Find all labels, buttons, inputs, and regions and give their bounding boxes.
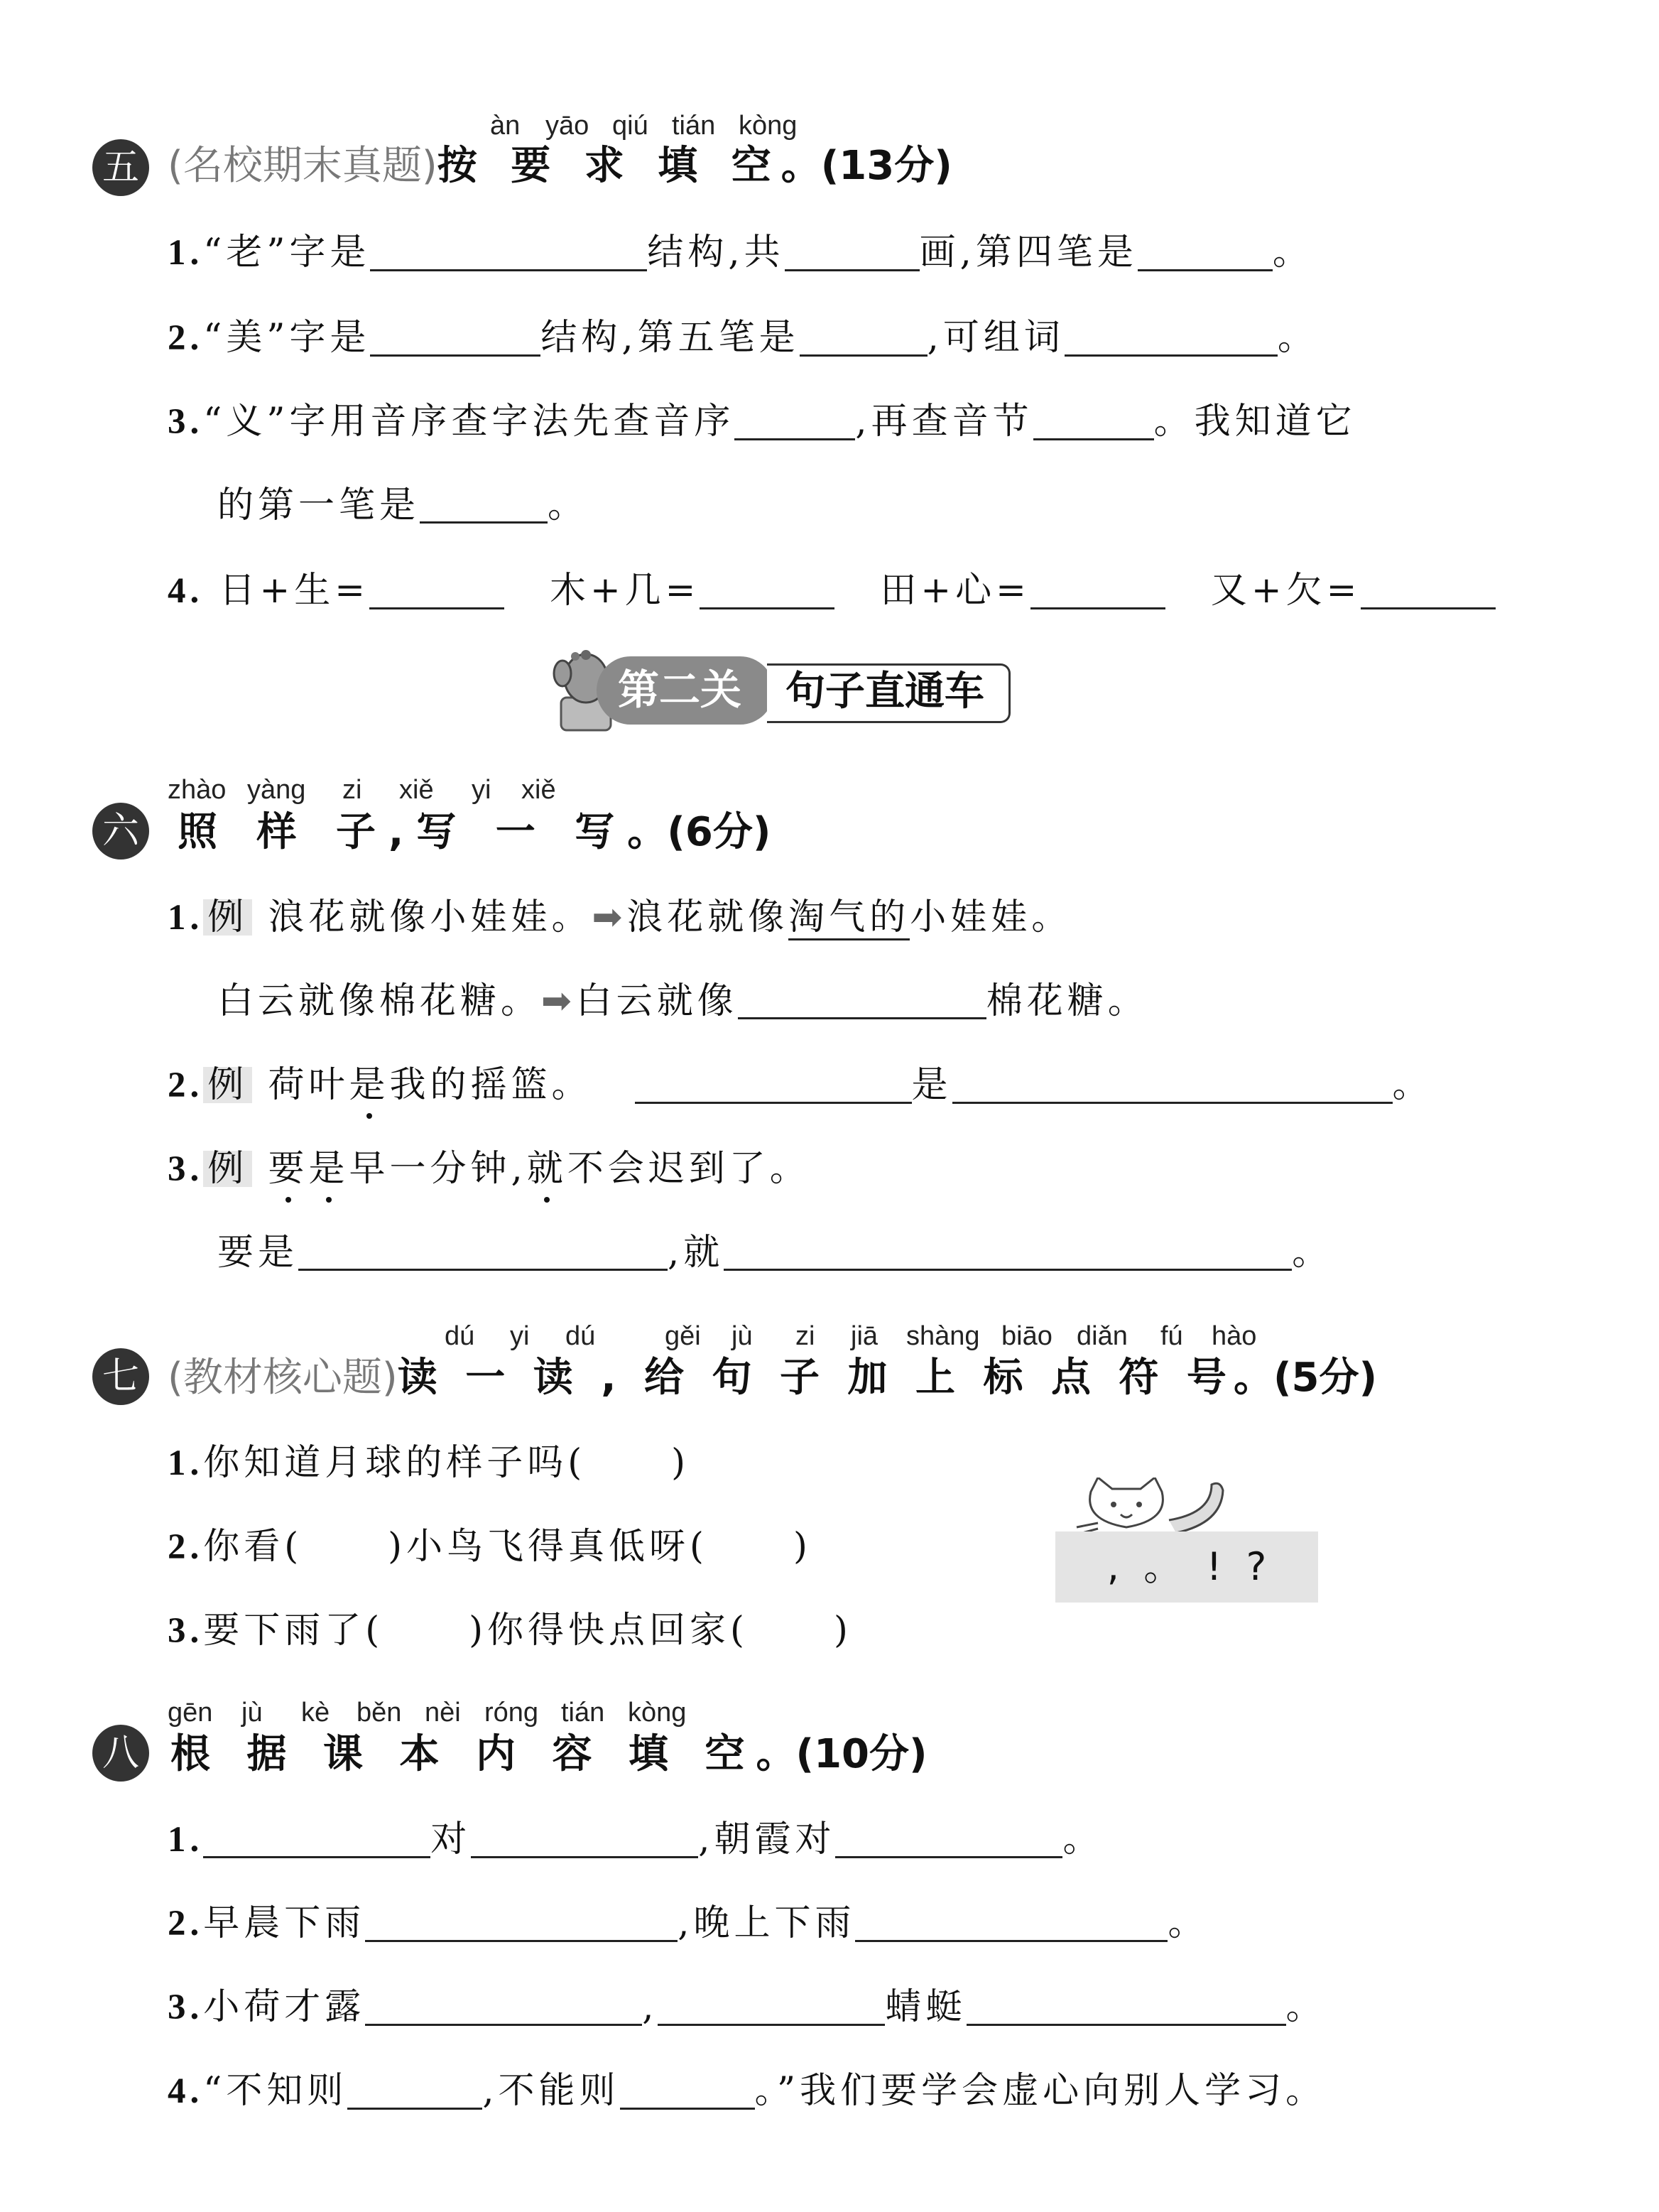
s6-pinyin-5: yi <box>472 775 491 805</box>
answer-blank[interactable] <box>365 1990 642 2026</box>
q-text: 画,第四笔是 <box>919 232 1138 273</box>
answer-blank[interactable] <box>1138 235 1273 271</box>
s7-pinyin-8: shàng <box>906 1321 980 1351</box>
dotted-char <box>309 1148 349 1190</box>
q-number: 2. <box>168 1904 204 1943</box>
q-text: 田+心= <box>880 570 1030 612</box>
s5-q1 <box>168 234 1313 271</box>
s8-pinyin-7: tián <box>561 1698 605 1728</box>
s8-q1 <box>168 1818 1104 1860</box>
arrow-right-icon: ➡ <box>541 980 576 1022</box>
answer-blank[interactable] <box>420 487 548 524</box>
answer-blank[interactable] <box>734 404 855 440</box>
s6-q1-practice <box>217 980 1148 1022</box>
q-text: 小娃娃。 <box>910 896 1072 938</box>
answer-blank[interactable] <box>298 1235 668 1271</box>
q-text: )小鸟飞得真低呀( <box>388 1526 708 1568</box>
section-7-title <box>168 1355 1378 1401</box>
q-text: 蜻蜓 <box>885 1986 967 2028</box>
emphasis-dot <box>544 1197 550 1203</box>
q-text: ,晚上下雨 <box>678 1902 856 1944</box>
s5-pinyin-3: qiú <box>612 111 648 141</box>
s7-pinyin-2: yi <box>510 1321 530 1351</box>
banner-stage: 第二关 <box>618 666 742 714</box>
answer-blank[interactable] <box>1361 573 1496 609</box>
q-text: 日+生= <box>219 570 369 612</box>
answer-blank[interactable] <box>658 1990 885 2026</box>
punctuation-options: , 。 ! ? <box>1055 1531 1318 1603</box>
s7-pinyin-1: dú <box>445 1321 475 1351</box>
q-number: 1. <box>168 1820 204 1860</box>
answer-blank[interactable] <box>370 320 540 357</box>
q-number: 2. <box>168 318 204 358</box>
q-text: ) <box>833 1610 852 1652</box>
q-text: 早一分钟, <box>349 1148 527 1190</box>
emphasis-dot <box>326 1197 332 1203</box>
s6-q2 <box>168 1064 1433 1106</box>
answer-blank[interactable] <box>1065 320 1278 357</box>
example-label: 例 <box>203 1067 252 1103</box>
q-text: 你知道月球的样子吗( <box>203 1442 587 1484</box>
example-label: 例 <box>203 1151 252 1187</box>
answer-blank[interactable] <box>620 2073 755 2110</box>
answer-blank[interactable] <box>1033 404 1154 440</box>
q-text: 。”我们要学会虚心向别人学习。 <box>754 2070 1327 2112</box>
arrow-right-icon: ➡ <box>592 896 627 938</box>
s8-pinyin-3: kè <box>301 1698 330 1728</box>
s6-pinyin-1: zhào <box>168 775 227 805</box>
q-text: , <box>642 1986 658 2028</box>
s7-pinyin-6: zi <box>795 1321 815 1351</box>
s7-pinyin-7: jiā <box>851 1321 879 1351</box>
s5-score: 。(13分) <box>780 143 952 189</box>
q-text: 。 <box>1277 317 1318 359</box>
example-label: 例 <box>203 899 252 936</box>
answer-blank[interactable] <box>738 983 986 1019</box>
q-number: 1. <box>168 898 204 938</box>
s7-pinyin-12: hào <box>1212 1321 1257 1351</box>
answer-blank[interactable] <box>203 1822 430 1858</box>
q-text: 木+几= <box>549 570 700 612</box>
q-number: 2. <box>168 1527 204 1567</box>
s5-pinyin-2: yāo <box>545 111 589 141</box>
dotted-char <box>268 1148 308 1190</box>
s8-pinyin-5: nèi <box>425 1698 461 1728</box>
section-5-badge: 五 <box>92 139 149 196</box>
q-number: 1. <box>168 233 204 273</box>
s6-pinyin-2: yàng <box>247 775 306 805</box>
dotted-char <box>349 1064 390 1106</box>
q-text: 白云就像 <box>575 980 738 1022</box>
s5-q3-cont <box>217 484 589 526</box>
stage-banner <box>547 646 1044 732</box>
s5-q4 <box>168 570 1496 612</box>
q-text: 是 <box>911 1064 952 1106</box>
answer-blank[interactable] <box>952 1068 1393 1104</box>
emphasis-dot <box>366 1113 372 1119</box>
q-text: ,不能则 <box>482 2070 620 2112</box>
q-number: 3. <box>168 402 204 442</box>
q-text: ) <box>671 1442 690 1484</box>
answer-blank[interactable] <box>1030 573 1165 609</box>
banner-name: 句子直通车 <box>785 668 984 715</box>
section-6-title <box>178 809 771 855</box>
q-text: 。 <box>1062 1818 1104 1860</box>
q-text: ,可组词 <box>927 317 1065 359</box>
s8-q4 <box>168 2070 1327 2112</box>
q-number: 1. <box>168 1443 204 1483</box>
answer-blank[interactable] <box>785 235 920 271</box>
q-text: )你得快点回家( <box>469 1610 749 1652</box>
s8-q2 <box>168 1902 1209 1944</box>
section-7-badge: 七 <box>92 1348 149 1405</box>
section-8-badge: 八 <box>92 1725 149 1782</box>
s6-title-text: 照 样 子,写 一 写 <box>178 809 628 855</box>
section-6-badge: 六 <box>92 803 149 860</box>
s5-q2 <box>168 317 1318 359</box>
s7-pinyin-4: gěi <box>665 1321 701 1351</box>
s8-pinyin-1: gēn <box>168 1698 213 1728</box>
s6-pinyin-3: zi <box>342 775 362 805</box>
s6-q3 <box>168 1148 810 1190</box>
s8-pinyin-8: kòng <box>628 1698 687 1728</box>
q-text: 浪花就像小娃娃。 <box>268 896 592 938</box>
q-text: 就 <box>526 1148 567 1190</box>
q-text: 对 <box>430 1818 472 1860</box>
s7-pinyin-10: diǎn <box>1077 1321 1128 1351</box>
q-text: 我的摇篮。 <box>389 1064 592 1106</box>
q-text: 结构,第五笔是 <box>540 317 800 359</box>
q-number: 3. <box>168 1988 204 2027</box>
q-text: 。 <box>1392 1064 1433 1106</box>
answer-blank[interactable] <box>724 1235 1292 1271</box>
s8-q3 <box>168 1986 1327 2028</box>
s7-pinyin-9: biāo <box>1001 1321 1052 1351</box>
q-text: 。 <box>1292 1232 1333 1274</box>
s7-pinyin-5: jù <box>731 1321 753 1351</box>
q-text: ,就 <box>668 1232 724 1274</box>
answer-blank[interactable] <box>700 573 834 609</box>
q-text: ,朝霞对 <box>698 1818 836 1860</box>
q-text: ,再查音节 <box>855 401 1033 443</box>
s5-tag: (名校期末真题) <box>168 143 437 189</box>
s5-pinyin-1: àn <box>490 111 521 141</box>
punctuation-box <box>1055 1478 1318 1605</box>
s6-pinyin-4: xiě <box>399 775 434 805</box>
answer-blank[interactable] <box>347 2073 482 2110</box>
answer-blank[interactable] <box>369 573 504 609</box>
answer-blank[interactable] <box>855 1906 1168 1942</box>
q-text: 荷叶 <box>268 1064 349 1106</box>
s6-score: 。(6分) <box>627 809 771 855</box>
q-number: 4. <box>168 571 204 611</box>
q-text: 要 <box>268 1148 309 1190</box>
s5-q3 <box>168 401 1356 443</box>
q-text: 白云就像棉花糖。 <box>217 980 542 1022</box>
emphasis-dot <box>285 1197 291 1203</box>
s7-pinyin-11: fú <box>1160 1321 1183 1351</box>
q-text: 结构,共 <box>647 232 785 273</box>
s8-score: 。(10分) <box>756 1731 928 1777</box>
q-text: 你看( <box>203 1526 303 1568</box>
s7-q2 <box>168 1526 812 1568</box>
q-text: “老”字是 <box>203 232 371 273</box>
q-text: 要是 <box>217 1232 299 1274</box>
q-text: 是 <box>349 1064 390 1106</box>
s8-pinyin-2: jù <box>241 1698 263 1728</box>
s8-title-text: 根 据 课 本 内 容 填 空 <box>170 1731 756 1777</box>
q-number: 3. <box>168 1611 204 1651</box>
q-text: 不会迟到了。 <box>567 1148 810 1190</box>
s5-pinyin-5: kòng <box>739 111 798 141</box>
q-text: 的第一笔是 <box>217 484 420 526</box>
q-text: “义”字用音序查字法先查音序 <box>203 401 735 443</box>
q-text: “不知则 <box>203 2070 348 2112</box>
section-5-title <box>168 143 952 189</box>
answer-blank[interactable] <box>635 1068 912 1104</box>
q-text: 浪花就像 <box>626 896 789 938</box>
s7-q1 <box>168 1442 690 1484</box>
q-text: 又+欠= <box>1210 570 1361 612</box>
s5-title-text: 按 要 求 填 空 <box>437 143 781 189</box>
s6-q1 <box>168 896 1072 938</box>
s8-pinyin-4: běn <box>357 1698 402 1728</box>
s7-score: 。(5分) <box>1233 1355 1378 1401</box>
s7-q3 <box>168 1610 852 1652</box>
q-text: 。 <box>1168 1902 1209 1944</box>
q-text: 要下雨了( <box>203 1610 384 1652</box>
q-text: 小荷才露 <box>203 1986 366 2028</box>
answer-blank[interactable] <box>471 1822 698 1858</box>
q-text: 。我知道它 <box>1153 401 1356 443</box>
dotted-char <box>527 1148 567 1190</box>
answer-blank[interactable] <box>365 1906 678 1942</box>
q-text: 棉花糖。 <box>986 980 1148 1022</box>
answer-blank[interactable] <box>800 320 928 357</box>
underlined-text: 淘气的 <box>788 896 910 940</box>
q-number: 3. <box>168 1149 204 1189</box>
answer-blank[interactable] <box>967 1990 1286 2026</box>
s7-pinyin-3: dú <box>565 1321 596 1351</box>
q-number: 4. <box>168 2071 204 2111</box>
q-text: 。 <box>1272 232 1313 273</box>
section-8-title <box>170 1731 928 1777</box>
q-text: 早晨下雨 <box>203 1902 366 1944</box>
q-text: “美”字是 <box>203 317 371 359</box>
s7-tag: (教材核心题) <box>168 1355 398 1401</box>
q-text: 。 <box>548 484 589 526</box>
s8-pinyin-6: róng <box>484 1698 539 1728</box>
s6-q3-practice <box>217 1232 1333 1274</box>
answer-blank[interactable] <box>835 1822 1062 1858</box>
answer-blank[interactable] <box>370 235 647 271</box>
q-number: 2. <box>168 1066 204 1105</box>
s6-pinyin-6: xiě <box>521 775 556 805</box>
q-text: 。 <box>1285 1986 1327 2028</box>
s5-pinyin-4: tián <box>672 111 716 141</box>
q-text: ) <box>793 1526 812 1568</box>
q-text: 是 <box>308 1148 349 1190</box>
s7-title-text: 读 一 读 , 给 句 子 加 上 标 点 符 号 <box>397 1355 1234 1401</box>
